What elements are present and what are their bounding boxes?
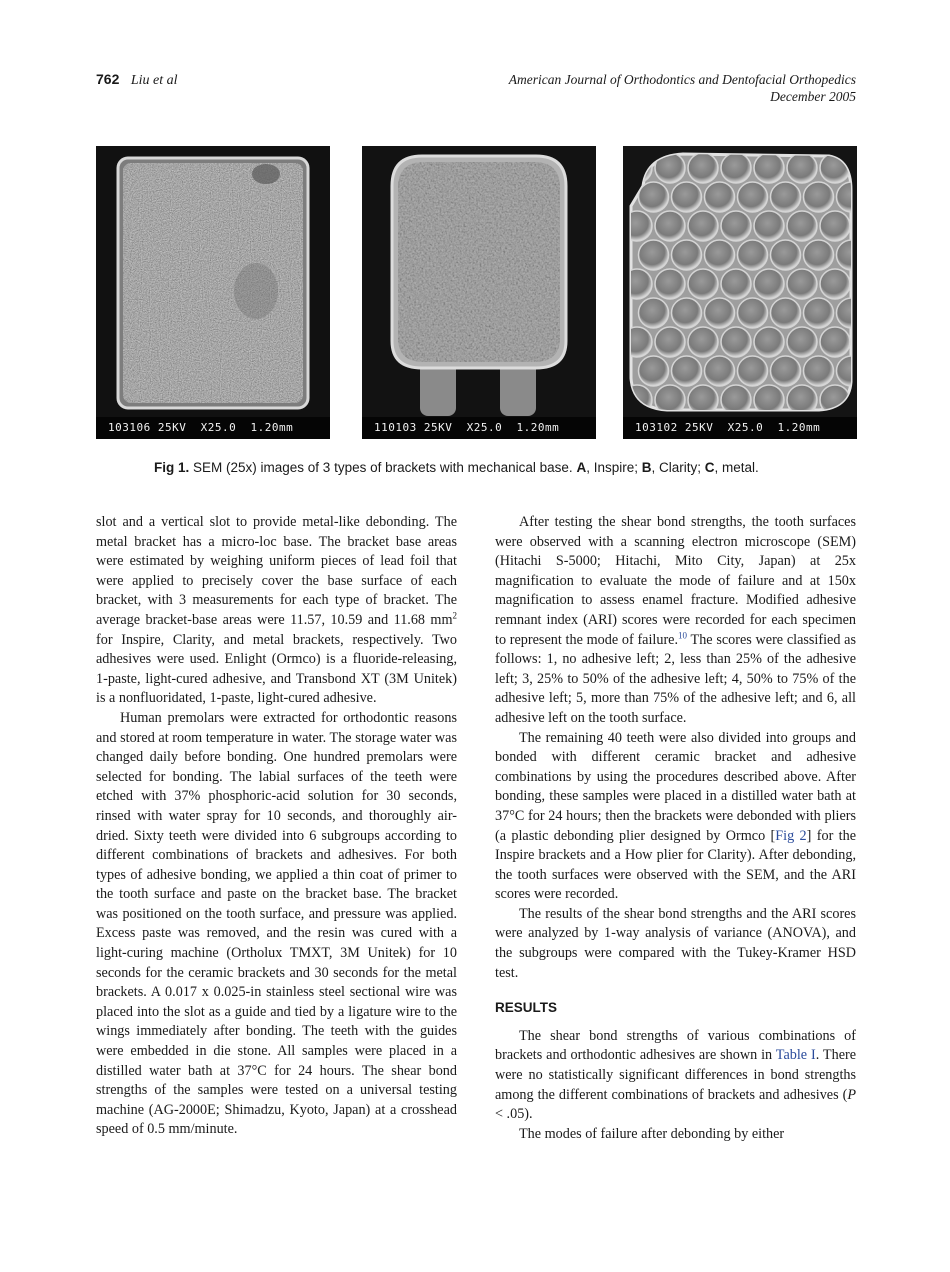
sem-scale-label: 110103 25KV X25.0 1.20mm	[362, 417, 596, 439]
mesh-dimple	[721, 153, 751, 183]
mesh-dimple	[738, 298, 768, 328]
mesh-dimple	[705, 240, 735, 270]
sem-image-clarity	[362, 146, 596, 439]
mesh-dimple	[721, 269, 751, 299]
mesh-dimple	[672, 298, 702, 328]
mesh-dimple	[705, 298, 735, 328]
paragraph: The shear bond strengths of various combinations of brackets and orthodontic adhesives are shown in Table I. There were no statistically significant differences in bond strengths among the different combinations of brackets and adhesives (P < .05).	[495, 1027, 857, 1123]
mesh-dimple	[639, 298, 669, 328]
mesh-dimple	[804, 182, 834, 212]
mesh-dimple	[804, 298, 834, 328]
paragraph: slot and a vertical slot to provide metal-like debonding. The metal bracket has a micro-loc base. The bracket base areas were estimated by weighing uniform pieces of lead foil that were applied to precisely cover the base surface of each bracket, with 3 measurements for each type of bracket. The average bracket-base areas were 11.57, 10.59 and 11.68 $mm^2$ for Inspire, Clarity, and metal brackets, respectively. Two adhesives were used. Enlight (Ormco) is a fluoride-releasing, 1-paste, light-cured adhesive, and Transbond XT (3M Unitek) is a nonfluoridated, 1-paste, light-cured adhesive.	[96, 514, 457, 707]
sem-scale-label: 103102 25KV X25.0 1.20mm	[623, 417, 857, 439]
mesh-dimple	[787, 211, 817, 241]
page-number: 762	[96, 71, 120, 87]
mesh-dimple	[672, 182, 702, 212]
table-link[interactable]: Table I	[775, 1047, 816, 1064]
mesh-dimple	[688, 269, 718, 299]
section-heading: RESULTS	[495, 1000, 558, 1016]
paragraph: The remaining 40 teeth were also divided into groups and bonded with different ceramic bracket and adhesive combinations by using the procedures described above. After bonding, these samples were placed in a distilled water bath at 37°C for 24 hours; then the brackets were debonded with pliers (a plastic debonding plier designed by Ormco [Fig 2] for the Inspire brackets and a How plier for Clarity). After debonding, the tooth surfaces were observed with the SEM, and the ARI scores were recorded.	[495, 729, 856, 903]
running-header-right	[509, 71, 856, 105]
mesh-dimple	[738, 356, 768, 386]
mesh-dimple	[787, 269, 817, 299]
mesh-dimple	[820, 211, 850, 241]
sem-scale-label: 103106 25KV X25.0 1.20mm	[96, 417, 330, 439]
mesh-dimple	[688, 153, 718, 183]
mesh-dimple	[655, 211, 685, 241]
mesh-dimple	[672, 356, 702, 386]
running-authors: Liu et al	[130, 73, 178, 88]
figure-panel-a	[96, 146, 330, 439]
left-column	[96, 513, 457, 1140]
mesh-dimple	[721, 211, 751, 241]
mesh-dimple	[771, 240, 801, 270]
paragraph: The results of the shear bond strengths and the ARI scores were analyzed by 1-way analysis of variance (ANOVA), and the subgroups were compared with the Tukey-Kramer HSD test.	[495, 905, 856, 981]
mesh-dimple	[639, 240, 669, 270]
mesh-dimple	[639, 356, 669, 386]
mesh-dimple	[754, 153, 784, 183]
mesh-dimple	[787, 153, 817, 183]
figure-panel-b	[362, 146, 596, 439]
citation-link[interactable]: 10	[678, 629, 688, 640]
figure-caption: Fig 1. SEM (25x) images of 3 types of brackets with mechanical base. A, Inspire; B, Clarity; C, metal.	[154, 460, 759, 475]
caption-lead: Fig 1.	[154, 460, 190, 475]
mesh-dimple	[688, 327, 718, 357]
mesh-dimple	[771, 356, 801, 386]
figure-panel-c	[623, 146, 857, 439]
mesh-dimple	[639, 182, 669, 212]
right-column	[495, 513, 856, 1144]
figure-link[interactable]: Fig 2	[775, 827, 807, 844]
mesh-dimple	[771, 298, 801, 328]
mesh-dimple	[804, 356, 834, 386]
mesh-dimple	[754, 327, 784, 357]
mesh-dimple	[672, 240, 702, 270]
journal-title: American Journal of Orthodontics and Dentofacial Orthopedics	[508, 72, 856, 87]
issue-date: December 2005	[770, 89, 856, 104]
running-header-left	[96, 71, 178, 89]
mesh-dimple	[655, 327, 685, 357]
paragraph: Human premolars were extracted for orthodontic reasons and stored at room temperature in water. The storage water was changed daily before bonding. One hundred premolars were selected for bonding. The labial surfaces of the teeth were etched with 37% phosphoric-acid solution for 30 seconds, rinsed with water spray for 10 seconds, and thoroughly air-dried. Sixty teeth were divided into 6 subgroups according to different combinations of brackets and adhesives. For both types of adhesive bonding, we applied a thin coat of primer to the tooth surface and paste on the bracket base. The bracket was positioned on the tooth surface, and pressure was applied. Excess paste was removed, and the resin was cured with a light-curing machine (Ortholux TMXT, 3M Unitek) for 10 seconds for the ceramic brackets and 30 seconds for the metal brackets. A 0.017 x 0.025-in stainless steel sectional wire was placed into the slot as a guide and tied by a ligature wire to the wings immediately after bonding. The teeth with the guides were embedded in die stone. All samples were placed in a distilled water bath at 37°C for 24 hours. The shear bond strengths of the samples were tested on a universal testing machine (AG-2000E; Shimadzu, Kyoto, Japan) at a crosshead speed of 0.5 mm/minute.	[96, 709, 457, 1138]
mesh-dimple	[721, 327, 751, 357]
paragraph: The modes of failure after debonding by either	[519, 1125, 785, 1142]
mesh-dimple	[688, 211, 718, 241]
mesh-dimple	[820, 269, 850, 299]
paragraph: After testing the shear bond strengths, the tooth surfaces were observed with a scanning electron microscope (SEM) (Hitachi S-5000; Hitachi, Mito City, Japan) at 25x magnification to evaluate the mode of failure and at 150x magnification to assess enamel fracture. Modified adhesive remnant index (ARI) scores were recorded for each specimen to represent the mode of failure.$^{10}$ The scores were classified as follows: 1, no adhesive left; 2, less than 25% of the adhesive left; 3, 25% to 50% of the adhesive left; 4, 50% to 75% of the adhesive left; 5, more than 75% of the adhesive left; and 6, all adhesive left on the tooth surface.	[495, 514, 857, 726]
mesh-dimple	[787, 327, 817, 357]
mesh-dimple	[705, 356, 735, 386]
sem-image-metal	[623, 146, 857, 439]
mesh-dimple	[754, 211, 784, 241]
mesh-dimple	[738, 240, 768, 270]
mesh-dimple	[705, 182, 735, 212]
mesh-dimple	[738, 182, 768, 212]
mesh-dimple	[804, 240, 834, 270]
mesh-dimple	[655, 269, 685, 299]
mesh-dimple	[754, 269, 784, 299]
mesh-dimple	[771, 182, 801, 212]
sem-image-inspire	[96, 146, 330, 439]
mesh-dimple	[820, 327, 850, 357]
